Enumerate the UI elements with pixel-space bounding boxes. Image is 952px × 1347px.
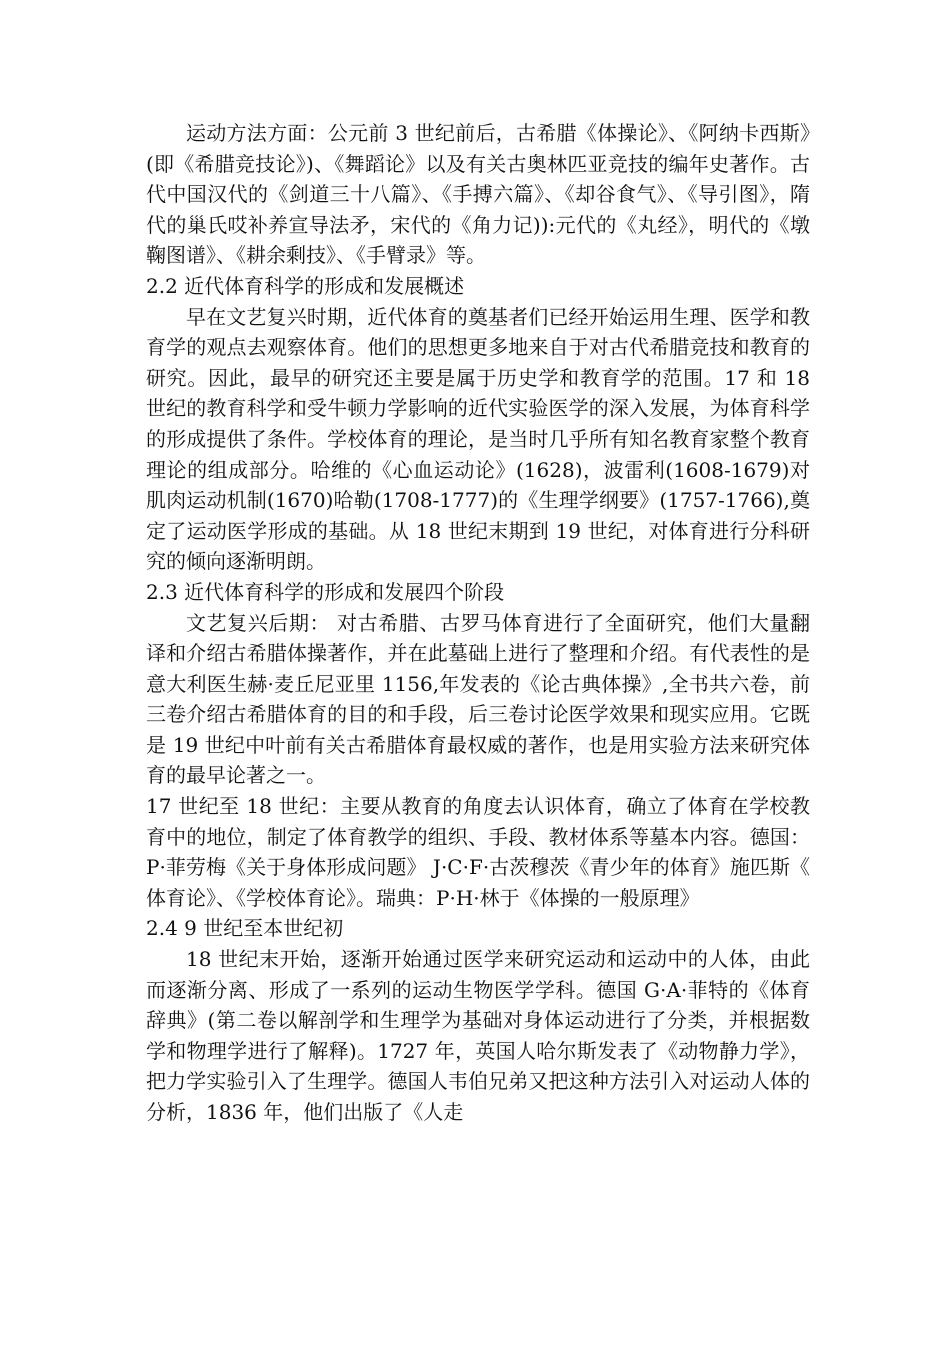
- paragraph-late-renaissance: 文艺复兴后期： 对古希腊、古罗马体育进行了全面研究，他们大量翻译和介绍古希腊体操著作，并在此墓础上进行了整理和介绍。有代表性的是意大利医生赫·麦丘尼亚里 1156,年发表的《论古典体操》,全书共六卷，前三卷介绍古希腊体育的目的和手段，后三卷讨论医学效果和现实应用。它既是 19 世纪中叶前有关古希腊体育最权威的著作，也是用实验方法来研究体育的最早论著之一。: [146, 610, 810, 788]
- document-page: [146, 118, 810, 1128]
- section-heading-2-3: 2.3 近代体育科学的形成和发展四个阶段: [146, 579, 505, 604]
- paragraph-renaissance-overview: 早在文艺复兴时期，近代体育的奠基者们已经开始运用生理、医学和教育学的观点去观察体育。他们的思想更多地来自于对古代希腊竞技和教育的研究。因此，最早的研究还主要是属于历史学和教育学的范围。17 和 18 世纪的教育科学和受牛顿力学影响的近代实验医学的深入发展，为体育科学的形成提供了条件。学校体育的理论，是当时几乎所有知名教育家整个教育理论的组成部分。哈维的《心血运动论》(1628)，波雷利(1608-1679)对肌肉运动机制(1670)哈勒(1708-1777)的《生理学纲要》(1757-1766),奠定了运动医学形成的基础。从 18 世纪末期到 19 世纪，对体育进行分科研究的倾向逐渐明朗。: [146, 304, 810, 574]
- paragraph-18th-century-medicine: 18 世纪末开始，逐渐开始通过医学来研究运动和运动中的人体，由此而逐渐分离、形成了一系列的运动生物医学学科。德国 G·A·菲特的《体育辞典》(第二卷以解剖学和生理学为基础对身体运动进行了分类，并根据数学和物理学进行了解释)。1727 年，英国人哈尔斯发表了《动物静力学》，把力学实验引入了生理学。德国人韦伯兄弟又把这种方法引入对运动人体的分析，1836 年，他们出版了《人走: [146, 947, 810, 1124]
- section-heading-2-2: 2.2 近代体育科学的形成和发展概述: [146, 273, 465, 298]
- section-heading-2-4: 2.4 9 世纪至本世纪初: [146, 916, 344, 941]
- paragraph-17th-18th-century: 17 世纪至 18 世纪：主要从教育的角度去认识体育，确立了体育在学校教育中的地位，制定了体育教学的组织、手段、教材体系等墓本内容。德国： P·菲劳梅《关于身体形成问题》 J·C·F·古茨穆茨《青少年的体育》施匹斯《体育论》、《学校体育论》。瑞典：P·H·林于《体操的一般原理》: [146, 794, 810, 910]
- paragraph-exercise-methods: 运动方法方面：公元前 3 世纪前后，古希腊《体操论》、《阿纳卡西斯》(即《希腊竞技论》)、《舞蹈论》以及有关古奥林匹亚竞技的编年史著作。古代中国汉代的《剑道三十八篇》、《手搏六篇》、《却谷食气》、《导引图》，隋代的巢氏哎补养宣导法矛，宋代的《角力记)):元代的《丸经》，明代的《墩鞠图谱》、《耕余剩技》、《手臂录》等。: [146, 121, 810, 268]
